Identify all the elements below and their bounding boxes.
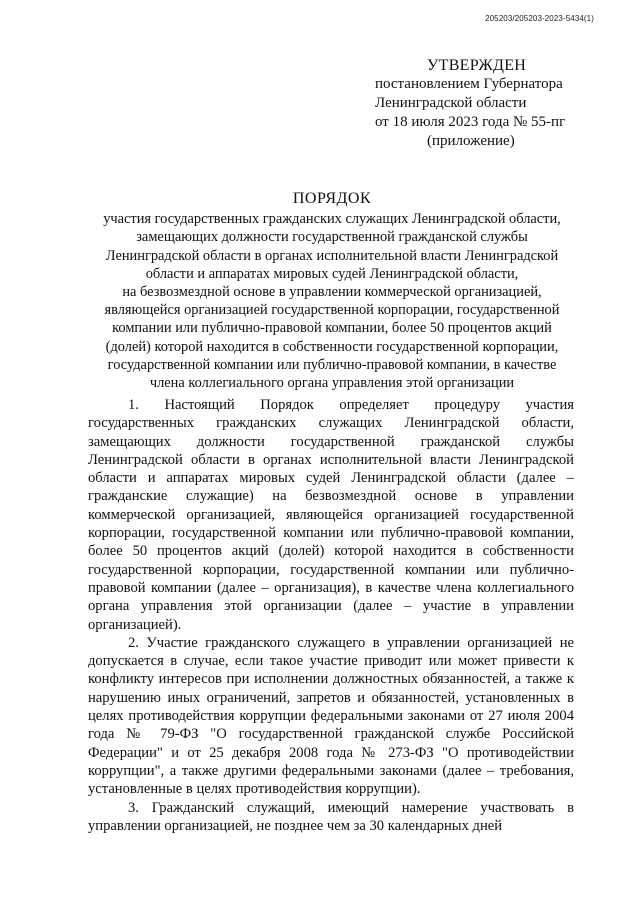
title-line: компании или публично-правовой компании, более 50 процентов акций [112, 320, 552, 337]
title-line: области и аппаратах мировых судей Ленинградской области, [145, 265, 519, 282]
title-line: Ленинградской области в органах исполнительной власти Ленинградской [105, 247, 559, 264]
approval-appendix: (приложение) [427, 133, 515, 149]
approval-line-1: постановлением Губернатора [375, 76, 563, 92]
approved-label: УТВЕРЖДЕН [427, 57, 527, 74]
paragraph-3: 3. Гражданский служащий, имеющий намерение участвовать в управлении организацией, не позднее чем за 30 календарных дней [88, 799, 574, 834]
paragraph-1: 1. Настоящий Порядок определяет процедуру участия государственных гражданских служащих Ленинградской области, замещающих должности государственной гражданской службы Ленинградской области в органах исполнительной власти Ленинградской области и аппаратах мировых судей Ленинградской области (далее – гражданские служащие) на безвозмездной основе в управлении коммерческой организацией, являющейся организацией государственной корпорации, государственной компании или публично-правовой компании, более 50 процентов акций (долей) которой находится в собственности государственной корпорации, государственной компании или публично-правовой компании (далее – организация), в качестве члена коллегиального органа управления этой организации (далее – участие в управлении организацией). [88, 397, 574, 633]
approval-line-3: от 18 июля 2023 года № 55-пг [375, 114, 566, 130]
title-line: члена коллегиального органа управления этой организации [149, 375, 515, 392]
approval-stamp [375, 56, 615, 151]
approval-line-2: Ленинградской области [375, 95, 527, 111]
title-line: государственной компании или публично-правовой компании, в качестве [107, 356, 557, 373]
title-line: на безвозмездной основе в управлении коммерческой организацией, [122, 284, 542, 301]
document-id: 205203/205203-2023-5434(1) [485, 14, 594, 23]
title-heading: ПОРЯДОК [292, 190, 372, 207]
document-body [88, 396, 574, 835]
title-line: участия государственных гражданских служащих Ленинградской области, [103, 211, 561, 228]
title-line: замещающих должности государственной гражданской службы [136, 229, 528, 246]
paragraph-2: 2. Участие гражданского служащего в управлении организацией не допускается в случае, если такое участие приводит или может привести к конфликту интересов при исполнении должностных обязанностей, а также к нарушению иных ограничений, запретов и обязанностей, установленных в целях противодействия коррупции федеральными законами от 27 июля 2004 года № 79-ФЗ "О государственной гражданской службе Российской Федерации" и от 25 декабря 2008 года № 273-ФЗ "О противодействии коррупции", а также другими федеральными законами (далее – требования, установленные в целях противодействия коррупции). [88, 634, 574, 798]
title-line: (долей) которой находится в собственности государственной корпорации, [105, 338, 559, 355]
document-title [70, 190, 594, 392]
title-line: являющейся организацией государственной корпорации, государственной [104, 302, 560, 319]
